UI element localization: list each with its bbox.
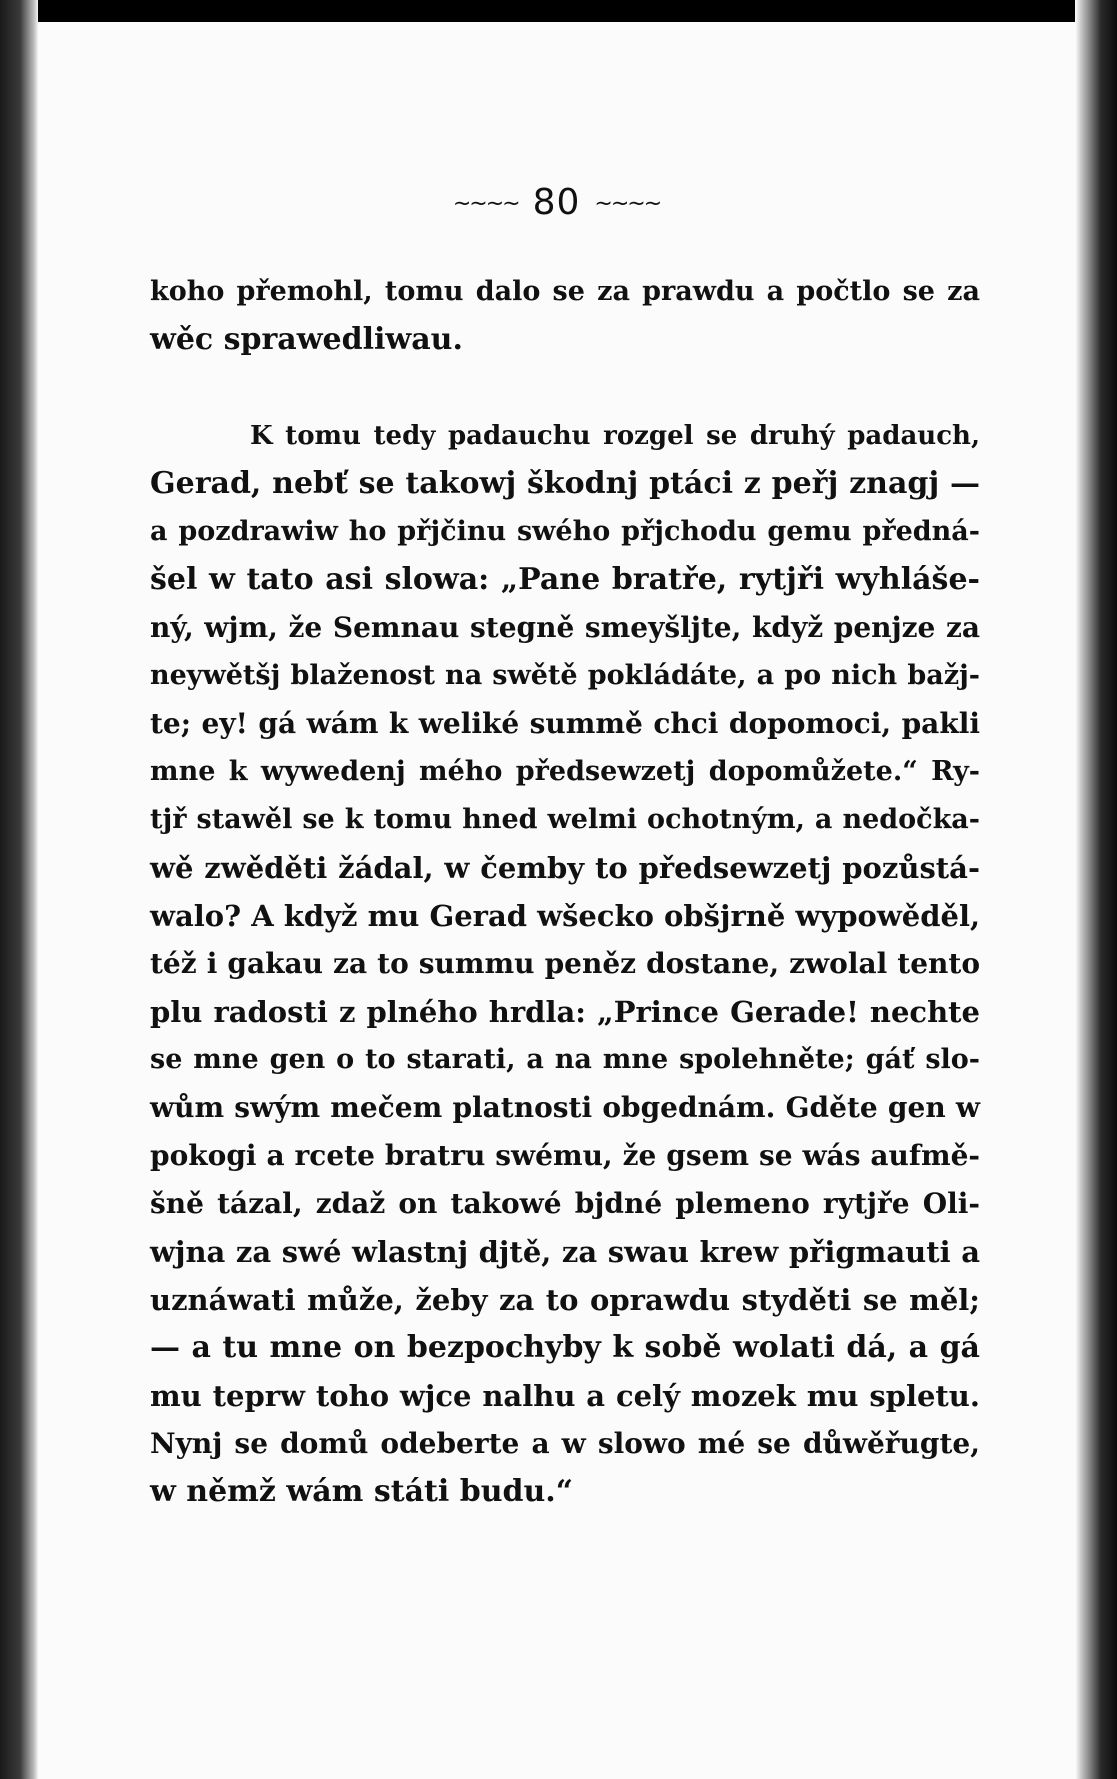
- text-line: mne k wywedenj mého předsewzetj dopomůžete.“ Ry-: [150, 756, 980, 787]
- paragraph-gap: [150, 364, 980, 412]
- text-line: se mne gen o to starati, a na mne spolehněte; gáť slo-: [150, 1044, 980, 1075]
- text-line: — a tu mne on bezpochyby k sobě wolati dá, a gá: [150, 1330, 980, 1365]
- text-line: mu teprw toho wjce nalhu a celý mozek mu spletu.: [150, 1379, 980, 1413]
- text-line: wům swým mečem platnosti obgednám. Gděte gen w: [150, 1091, 980, 1124]
- page-header: [38, 182, 1075, 223]
- text-line: ný, wjm, že Semnau stegně smeyšljte, když penjze za: [150, 611, 980, 644]
- book-page: [38, 22, 1075, 1779]
- text-line: Nynj se domů odeberte a w slowo mé se důwěřugte,: [150, 1427, 980, 1460]
- text-line: neywětšj blaženost na swětě pokládáte, a po nich bažj-: [150, 660, 980, 691]
- text-line: te; ey! gá wám k weliké summě chci dopomoci, pakli: [150, 707, 980, 740]
- header-ornament-right: ~~~~: [594, 191, 661, 217]
- page-number: 80: [532, 182, 581, 223]
- text-line: walo? A když mu Gerad wšecko obšjrně wypowěděl,: [150, 899, 981, 933]
- text-line: uznáwati může, žeby za to oprawdu styděti se měl;: [150, 1283, 980, 1317]
- body-text: [150, 268, 980, 1516]
- text-line: wěc sprawedliwau.: [150, 322, 463, 357]
- text-line: pokogi a rcete bratru swému, že gsem se wás aufmě-: [150, 1139, 980, 1172]
- text-line: wjna za swé wlastnj djtě, za swau krew přigmauti a: [150, 1235, 980, 1269]
- paragraph-1: [150, 268, 980, 364]
- paragraph-2: [150, 412, 980, 1516]
- header-ornament-left: ~~~~: [452, 191, 519, 217]
- text-line: a pozdrawiw ho přjčinu swého přjchodu gemu předná-: [150, 516, 980, 547]
- scan-border-left: [0, 0, 38, 1779]
- text-line: K tomu tedy padauchu rozgel se druhý padauch,: [250, 421, 980, 451]
- scan-border-top: [0, 0, 1117, 22]
- text-line: w němž wám státi budu.“: [150, 1474, 574, 1509]
- text-line: šel w tato asi slowa: „Pane bratře, rytjři wyhláše-: [150, 562, 980, 597]
- text-line: plu radosti z plného hrdla: „Prince Gerade! nechte: [150, 995, 980, 1029]
- text-line: wě zwěděti žádal, w čemby to předsewzetj pozůstá-: [150, 851, 980, 885]
- text-line: koho přemohl, tomu dalo se za prawdu a počtlo se za: [150, 276, 980, 307]
- text-line: tjř stawěl se k tomu hned welmi ochotným, a nedočka-: [150, 804, 980, 835]
- text-line: též i gakau za to summu peněz dostane, zwolal tento: [150, 947, 980, 980]
- scan-border-right: [1075, 0, 1117, 1779]
- text-line: šně tázal, zdaž on takowé bjdné plemeno rytjře Oli-: [150, 1187, 980, 1220]
- text-line: Gerad, nebť se takowj škodnj ptáci z peřj znagj —: [150, 466, 980, 501]
